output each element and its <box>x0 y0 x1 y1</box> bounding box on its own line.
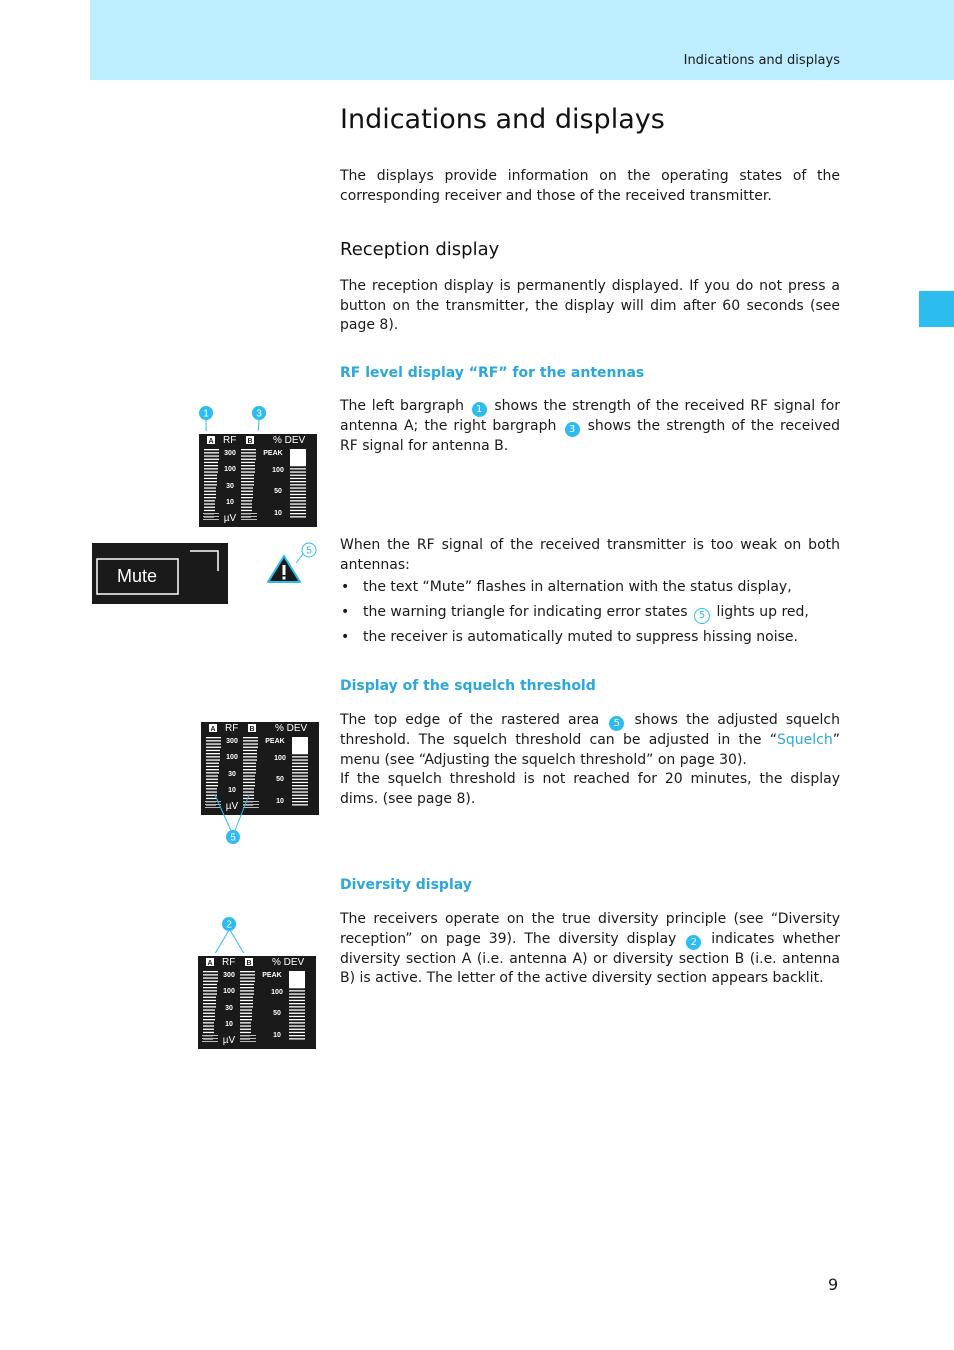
rf-bar-segment-b <box>240 971 255 972</box>
rf-bar-segment-b <box>243 775 255 776</box>
rf-bar-segment-a <box>203 1029 214 1030</box>
rf-bar-segment-a <box>204 468 218 469</box>
rf-bar-segment-a <box>206 753 220 754</box>
figure-diversity <box>190 910 325 1060</box>
bullet-2-text-b: lights up red, <box>716 604 809 620</box>
squelch-raster-a <box>205 807 221 808</box>
rf-bar-segment-b <box>240 974 255 975</box>
dev-bar-segment <box>292 766 308 767</box>
rf-bar-segment-b <box>240 1009 252 1010</box>
rf-bar-segment-a <box>203 1006 216 1007</box>
rf-bar-segment-b <box>240 977 255 978</box>
dev-label: % DEV <box>273 435 306 446</box>
diversity-text-1: The receivers operate on the true diversity principle (see “Diversity reception” on page 39). The diversity display <box>340 911 840 947</box>
rf-bar-segment-b <box>241 478 254 479</box>
diversity-letter-a: A <box>210 726 216 733</box>
rf-bar-segment-a <box>204 475 217 476</box>
rf-bar-segment-a <box>206 775 218 776</box>
rf-text-2: shows the strength of the received RF signal for antenna A; the right bargraph <box>340 398 841 434</box>
rf-bar-segment-b <box>240 1003 253 1004</box>
peak-indicator <box>290 449 306 465</box>
rf-label: RF <box>223 435 237 446</box>
dev-bar-segment <box>289 1029 305 1030</box>
rf-bar-segment-b <box>240 1013 252 1014</box>
dev-bar-segment <box>289 1025 305 1026</box>
dev-tick-label: 10 <box>276 798 284 805</box>
rf-tick-label: 300 <box>223 972 235 979</box>
callout-badge-1: 1 <box>472 402 487 417</box>
rf-bar-segment-b <box>243 753 257 754</box>
rf-bar-segment-a <box>206 769 219 770</box>
rf-bar-segment-b <box>240 1019 252 1020</box>
squelch-raster-a <box>202 1035 218 1036</box>
mute-label: Mute <box>116 566 158 586</box>
rf-bar-segment-b <box>240 993 254 994</box>
rf-bar-segment-b <box>241 462 255 463</box>
rf-bar-segment-a <box>206 798 217 799</box>
rf-bar-segment-b <box>243 756 257 757</box>
rf-bar-segment-a <box>203 990 217 991</box>
dev-bar-segment <box>289 987 305 988</box>
rf-bar-segment-b <box>243 750 257 751</box>
peak-indicator <box>292 737 308 753</box>
squelch-raster-a <box>203 519 219 520</box>
dev-bar-segment <box>290 516 306 517</box>
rf-bar-segment-a <box>203 1009 215 1010</box>
rf-bar-segment-a <box>204 481 217 482</box>
callout-label: 5 <box>306 545 312 557</box>
rf-level-paragraph <box>340 397 840 457</box>
rf-bar-segment-b <box>243 737 258 738</box>
dev-bar-segment <box>290 500 306 501</box>
rf-bar-segment-a <box>206 756 220 757</box>
squelch-raster-a <box>203 516 219 517</box>
dev-bar-segment <box>289 997 305 998</box>
dev-bar-segment <box>289 1032 305 1033</box>
rf-bar-segment-b <box>241 455 256 456</box>
rf-bar-segment-b <box>243 791 254 792</box>
figure-rf-level <box>190 400 325 530</box>
rf-bar-segment-b <box>241 497 253 498</box>
rf-tick-label: 100 <box>223 988 235 995</box>
dev-bar-segment <box>292 791 308 792</box>
rf-bar-segment-a <box>206 779 218 780</box>
squelch-paragraph <box>340 711 840 809</box>
rf-bar-segment-a <box>203 1025 214 1026</box>
dev-bar-segment <box>292 756 308 757</box>
callout-label: 1 <box>203 408 209 420</box>
rf-bar-segment-a <box>206 740 221 741</box>
rf-bar-segment-a <box>204 452 219 453</box>
rf-bar-segment-b <box>241 465 255 466</box>
dev-bar-segment <box>290 497 306 498</box>
dev-bar-segment <box>292 759 308 760</box>
dev-bar-segment <box>289 1003 305 1004</box>
rf-bar-segment-b <box>240 981 255 982</box>
rf-bar-segment-b <box>241 507 252 508</box>
callout-badge-3: 3 <box>565 422 580 437</box>
rf-tick-label: 300 <box>224 450 236 457</box>
rf-bar-segment-a <box>203 971 218 972</box>
subheading-squelch: Display of the squelch threshold <box>340 678 596 694</box>
header-band <box>90 0 954 80</box>
rf-bar-segment-b <box>243 788 254 789</box>
rf-bar-segment-b <box>240 984 254 985</box>
dev-bar-segment <box>292 779 308 780</box>
dev-bar-segment <box>290 510 306 511</box>
squelch-menu-link[interactable]: Squelch <box>777 732 833 748</box>
rf-bar-segment-b <box>243 769 256 770</box>
rf-bar-segment-b <box>241 475 254 476</box>
dev-bar-segment <box>292 801 308 802</box>
callout-badge-5-outline: 5 <box>694 608 710 624</box>
rf-bar-segment-a <box>203 993 217 994</box>
rf-bar-segment-b <box>243 763 256 764</box>
receiver-display-panel <box>196 431 317 527</box>
rf-bar-segment-a <box>203 1000 216 1001</box>
dev-bar-segment <box>290 487 306 488</box>
rf-tick-label: 10 <box>225 1021 233 1028</box>
rf-bar-segment-b <box>241 471 255 472</box>
dev-bar-segment <box>289 1006 305 1007</box>
figure-squelch <box>190 712 325 852</box>
rf-bar-segment-a <box>206 763 219 764</box>
rf-bar-segment-a <box>203 984 217 985</box>
squelch-text-1: The top edge of the rastered area <box>340 712 600 728</box>
dev-bar-segment <box>289 1019 305 1020</box>
dev-bar-segment <box>290 507 306 508</box>
callout-badge-2: 2 <box>686 935 701 950</box>
squelch-text-3: ” menu (see “Adjusting the squelch threshold” on page 30). <box>340 732 840 768</box>
dev-tick-label: 100 <box>271 989 283 996</box>
dev-tick-label: 10 <box>273 1032 281 1039</box>
peak-label: PEAK <box>262 972 282 979</box>
dev-bar-segment <box>292 798 308 799</box>
dev-tick-label: 100 <box>274 755 286 762</box>
dev-bar-segment <box>289 1016 305 1017</box>
rf-bar-segment-b <box>241 510 252 511</box>
rf-bar-segment-a <box>206 747 221 748</box>
rf-bar-segment-a <box>203 1019 215 1020</box>
rf-bar-segment-a <box>206 766 219 767</box>
receiver-display-panel <box>198 719 319 815</box>
page-number: 9 <box>828 1275 839 1294</box>
rf-bar-segment-a <box>206 785 218 786</box>
bullet-2-text-a: the warning triangle for indicating error states <box>363 604 688 620</box>
squelch-raster-b <box>241 519 257 520</box>
dev-bar-segment <box>290 465 306 466</box>
callout-label: 2 <box>226 919 232 931</box>
squelch-raster-b <box>240 1035 256 1036</box>
diversity-paragraph <box>340 910 840 989</box>
rf-bar-segment-b <box>241 481 254 482</box>
rf-bar-segment-b <box>241 494 253 495</box>
rf-bar-segment-b <box>241 491 253 492</box>
dev-bar-segment <box>290 491 306 492</box>
rf-bar-segment-a <box>204 487 216 488</box>
rf-bar-segment-b <box>243 759 257 760</box>
squelch-raster-a <box>202 1041 218 1042</box>
rf-bar-segment-a <box>206 788 217 789</box>
rf-tick-label: 100 <box>226 754 238 761</box>
figure-mute <box>90 538 330 608</box>
dev-bar-segment <box>289 1038 305 1039</box>
rf-bar-segment-b <box>243 772 256 773</box>
dev-bar-segment <box>292 772 308 773</box>
rf-bar-segment-b <box>240 1016 252 1017</box>
rf-text-3: shows the strength of the received RF signal for antenna B. <box>340 418 841 454</box>
page-title: Indications and displays <box>340 104 665 135</box>
rf-bar-segment-a <box>204 459 219 460</box>
callout-line <box>296 553 304 563</box>
rf-bar-segment-b <box>241 500 252 501</box>
rf-bar-segment-b <box>241 487 253 488</box>
running-head: Indications and displays <box>683 53 840 68</box>
unit-label: µV <box>222 1035 236 1046</box>
rf-bar-segment-a <box>203 1013 215 1014</box>
squelch-raster-b <box>240 1041 256 1042</box>
rf-bar-segment-b <box>243 740 258 741</box>
rf-bar-segment-b <box>241 468 255 469</box>
chapter-tab <box>919 291 954 327</box>
dev-bar-segment <box>290 478 306 479</box>
rf-bar-segment-b <box>241 484 254 485</box>
rf-bar-segment-a <box>206 737 221 738</box>
diversity-text-2: indicates whether diversity section A (i.e. antenna A) or diversity section B (i.e. antenna B) is active. The letter of the active diversity section appears backlit. <box>340 930 840 986</box>
callout-badge-5: 5 <box>609 716 624 731</box>
dev-bar-segment <box>292 775 308 776</box>
rf-bar-segment-a <box>203 1003 216 1004</box>
squelch-text-2: shows the adjusted squelch threshold. The squelch threshold can be adjusted in the “ <box>340 712 840 748</box>
rf-bar-segment-a <box>203 1032 214 1033</box>
callout-label: 5 <box>230 832 236 844</box>
rf-bar-segment-a <box>204 484 217 485</box>
list-item: • the receiver is automatically muted to suppress hissing noise. <box>340 628 840 653</box>
rf-bar-segment-a <box>203 974 218 975</box>
dev-bar-segment <box>289 1013 305 1014</box>
rf-bar-segment-a <box>204 507 215 508</box>
dev-bar-segment <box>290 503 306 504</box>
rf-bar-segment-a <box>203 981 218 982</box>
receiver-display-panel <box>195 953 316 1049</box>
diversity-letter-b: B <box>249 726 255 733</box>
rf-label: RF <box>222 957 236 968</box>
peak-label: PEAK <box>263 450 283 457</box>
dev-tick-label: 50 <box>274 488 282 495</box>
diversity-letter-a: A <box>207 960 213 967</box>
dev-bar-segment <box>292 788 308 789</box>
dev-bar-segment <box>289 1009 305 1010</box>
rf-tick-label: 100 <box>224 466 236 473</box>
rf-bar-segment-b <box>240 1006 253 1007</box>
rf-bar-segment-a <box>206 772 219 773</box>
rf-bar-segment-a <box>204 500 215 501</box>
weak-signal-list <box>340 578 840 653</box>
warning-exclamation <box>283 565 286 575</box>
rf-bar-segment-a <box>206 750 220 751</box>
squelch-raster-b <box>241 516 257 517</box>
rf-bar-segment-b <box>240 990 254 991</box>
rf-tick-label: 10 <box>226 499 234 506</box>
warning-exclamation-dot <box>283 577 286 580</box>
dev-bar-segment <box>289 1022 305 1023</box>
rf-bar-segment-b <box>243 743 258 744</box>
rf-bar-segment-b <box>240 1029 251 1030</box>
dev-bar-segment <box>289 990 305 991</box>
squelch-raster-b <box>243 801 259 802</box>
rf-bar-segment-a <box>204 503 215 504</box>
unit-label: µV <box>225 801 239 812</box>
rf-bar-segment-b <box>241 503 252 504</box>
weak-signal-intro: When the RF signal of the received transmitter is too weak on both antennas: <box>340 537 840 573</box>
rf-bar-segment-a <box>203 1022 214 1023</box>
dev-bar-segment <box>292 763 308 764</box>
squelch-raster-b <box>243 807 259 808</box>
dev-bar-segment <box>292 795 308 796</box>
dev-bar-segment <box>289 1000 305 1001</box>
subheading-rf-level: RF level display “RF” for the antennas <box>340 365 645 381</box>
rf-bar-segment-a <box>204 478 217 479</box>
peak-label: PEAK <box>265 738 285 745</box>
mute-display-background <box>92 543 228 604</box>
dev-label: % DEV <box>272 957 305 968</box>
rf-bar-segment-b <box>243 779 255 780</box>
rf-bar-segment-a <box>203 1016 215 1017</box>
list-item: • the text “Mute” flashes in alternation with the status display, <box>340 578 840 603</box>
rf-bar-segment-b <box>240 987 254 988</box>
peak-indicator <box>289 971 305 987</box>
rf-bar-segment-a <box>206 743 221 744</box>
squelch-raster-b <box>240 1038 256 1039</box>
dev-bar-segment <box>289 993 305 994</box>
dev-bar-segment <box>289 1035 305 1036</box>
dev-label: % DEV <box>275 723 308 734</box>
dev-bar-segment <box>290 481 306 482</box>
rf-bar-segment-b <box>240 1000 253 1001</box>
rf-bar-segment-a <box>204 510 215 511</box>
rf-text-1: The left bargraph <box>340 398 464 414</box>
rf-bar-segment-a <box>204 449 219 450</box>
rf-bar-segment-b <box>240 997 253 998</box>
dev-tick-label: 50 <box>276 776 284 783</box>
dev-bar-segment <box>292 782 308 783</box>
rf-bar-segment-b <box>241 449 256 450</box>
rf-bar-segment-b <box>240 1032 251 1033</box>
rf-bar-segment-b <box>243 747 258 748</box>
rf-bar-segment-a <box>206 791 217 792</box>
rf-bar-segment-a <box>204 462 218 463</box>
diversity-letter-b: B <box>247 438 253 445</box>
rf-bar-segment-b <box>243 766 256 767</box>
unit-label: µV <box>223 513 237 524</box>
dev-tick-label: 10 <box>274 510 282 517</box>
dev-tick-label: 50 <box>273 1010 281 1017</box>
dev-bar-segment <box>290 513 306 514</box>
rf-tick-label: 30 <box>226 483 234 490</box>
rf-bar-segment-a <box>203 997 216 998</box>
callout-label: 3 <box>256 408 262 420</box>
squelch-raster-b <box>241 513 257 514</box>
rf-bar-segment-a <box>203 987 217 988</box>
rf-bar-segment-a <box>206 759 220 760</box>
rf-bar-segment-a <box>204 494 216 495</box>
rf-bar-segment-b <box>241 452 256 453</box>
rf-label: RF <box>225 723 239 734</box>
dev-bar-segment <box>290 475 306 476</box>
dev-bar-segment <box>290 468 306 469</box>
rf-bar-segment-a <box>204 455 219 456</box>
rf-bar-segment-a <box>203 977 218 978</box>
rf-tick-label: 30 <box>225 1005 233 1012</box>
rf-bar-segment-a <box>204 471 218 472</box>
rf-tick-label: 300 <box>226 738 238 745</box>
rf-bar-segment-b <box>240 1025 251 1026</box>
rf-bar-segment-a <box>204 491 216 492</box>
reception-paragraph: The reception display is permanently displayed. If you do not press a button on the transmitter, the display will dim after 60 seconds (see page 8). <box>340 278 840 333</box>
rf-bar-segment-b <box>241 459 256 460</box>
list-item <box>340 603 840 628</box>
rf-bar-segment-b <box>243 782 255 783</box>
rf-bar-segment-b <box>243 785 255 786</box>
rf-bar-segment-a <box>204 465 218 466</box>
diversity-letter-b: B <box>246 960 252 967</box>
dev-tick-label: 100 <box>272 467 284 474</box>
dev-bar-segment <box>292 785 308 786</box>
section-heading-reception: Reception display <box>340 239 500 260</box>
rf-tick-label: 30 <box>228 771 236 778</box>
squelch-raster-a <box>202 1038 218 1039</box>
rf-bar-segment-a <box>206 782 218 783</box>
subheading-diversity: Diversity display <box>340 877 472 893</box>
diversity-letter-a: A <box>208 438 214 445</box>
rf-bar-segment-b <box>240 1022 251 1023</box>
dev-bar-segment <box>290 484 306 485</box>
rf-bar-segment-a <box>204 497 216 498</box>
dev-bar-segment <box>292 753 308 754</box>
rf-bar-segment-b <box>243 798 254 799</box>
squelch-raster-a <box>203 513 219 514</box>
squelch-text-4: If the squelch threshold is not reached for 20 minutes, the display dims. (see page 8). <box>340 771 840 807</box>
dev-bar-segment <box>290 471 306 472</box>
rf-tick-label: 10 <box>228 787 236 794</box>
intro-paragraph: The displays provide information on the operating states of the corresponding receiver and those of the received transmitter. <box>340 168 840 204</box>
dev-bar-segment <box>292 804 308 805</box>
dev-bar-segment <box>290 494 306 495</box>
dev-bar-segment <box>292 769 308 770</box>
